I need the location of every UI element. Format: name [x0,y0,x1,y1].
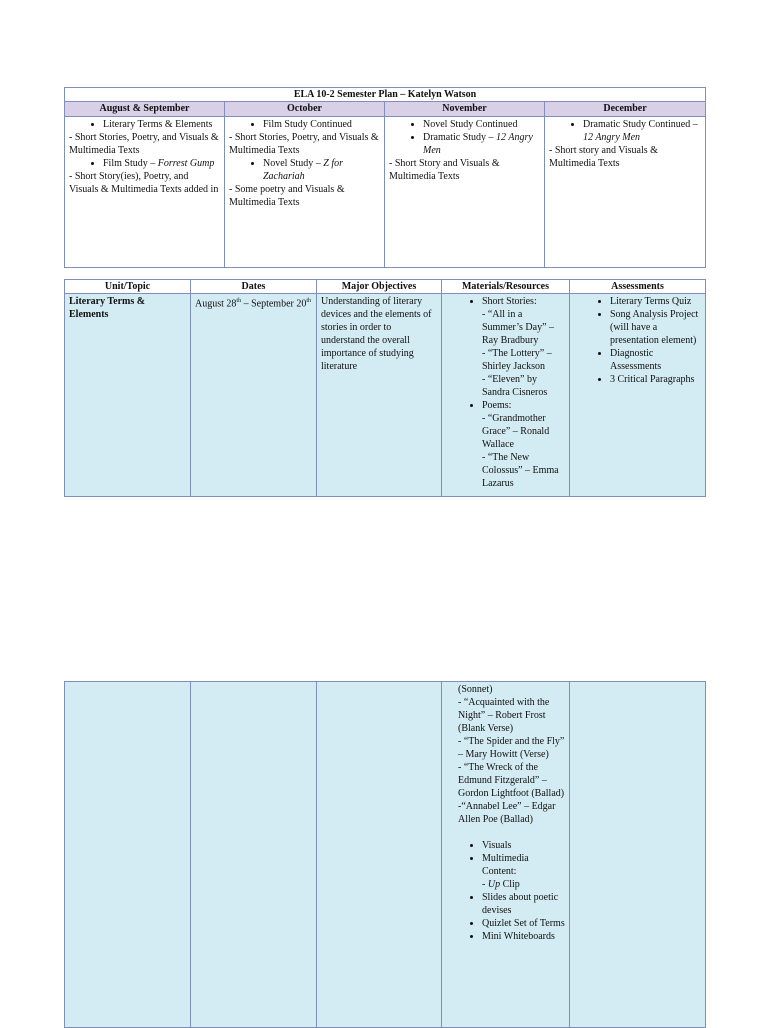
list-item: • Quizlet Set of Terms [482,917,565,930]
unit-plan-table [64,279,706,497]
unit-dates: August 28th – September 20th [191,294,317,497]
list-item: • Novel Study – Z for Zachariah [263,157,380,183]
column-header-dates: Dates [191,280,317,294]
list-item: • Novel Study Continued [423,118,540,131]
plan-line: - Short Story(ies), Poetry, and Visuals & Multimedia Texts added in [69,171,219,195]
plan-line: - Short Stories, Poetry, and Visuals & Multimedia Texts [69,132,219,156]
unit-objectives: Understanding of literary devices and the elements of stories in order to understand the overall importance of studying literature [317,294,442,497]
list-item: • Multimedia Content: - Up Clip [482,852,565,891]
list-item: • Mini Whiteboards [482,930,565,943]
month-cell-october [225,117,385,268]
empty-cell [317,682,442,1028]
empty-cell [570,682,706,1028]
list-item: • Dramatic Study – 12 Angry Men [423,131,540,157]
list-item: • Film Study Continued [263,118,380,131]
column-header-unit: Unit/Topic [65,280,191,294]
list-item: • Dramatic Study Continued – 12 Angry Men [583,118,701,144]
plan-line: - Short Stories, Poetry, and Visuals & Multimedia Texts [229,132,379,156]
list-item: • Short Stories: - “All in a Summer’s Day” – Ray Bradbury - “The Lottery” – Shirley Jackson - “Eleven” by Sandra Cisneros [482,295,565,399]
list-item: • Visuals [482,839,565,852]
list-item: • Song Analysis Project (will have a presentation element) [610,308,701,347]
unit-plan-continuation [64,681,706,1028]
month-cell-december [545,117,706,268]
list-item: • Poems: - “Grandmother Grace” – Ronald Wallace - “The New Colossus” – Emma Lazarus [482,399,565,490]
month-header-december: December [545,102,706,117]
month-header-november: November [385,102,545,117]
empty-cell [65,682,191,1028]
empty-cell [191,682,317,1028]
unit-topic: Literary Terms & Elements [65,294,191,497]
unit-materials-continued: (Sonnet) - “Acquainted with the Night” – Robert Frost (Blank Verse) - “The Spider and the Fly” – Mary Howitt (Verse) - “The Wreck of the Edmund Fitzgerald” – Gordon Lightfoot (Ballad) -“Annabel Lee” – Edgar Allen Poe (Ballad) • Visuals • Multimedia Content: - Up Clip • Slides about poetic devises • Quizlet Set of Terms • Mini Whiteboards [442,682,570,1028]
plan-line: - Short story and Visuals & Multimedia Texts [549,145,658,169]
list-item: • Film Study – Forrest Gump [103,157,220,170]
list-item: • Diagnostic Assessments [610,347,701,373]
semester-plan-table [64,87,706,268]
semester-plan-title: ELA 10-2 Semester Plan – Katelyn Watson [65,88,706,102]
list-item: • Literary Terms Quiz [610,295,701,308]
month-cell-aug-sep [65,117,225,268]
plan-line: - Short Story and Visuals & Multimedia Texts [389,158,500,182]
month-header-october: October [225,102,385,117]
column-header-assessments: Assessments [570,280,706,294]
plan-line: - Some poetry and Visuals & Multimedia Texts [229,184,345,208]
unit-assessments [570,294,706,497]
list-item: • Literary Terms & Elements [103,118,220,131]
list-item: • 3 Critical Paragraphs [610,373,701,386]
list-item: • Slides about poetic devises [482,891,565,917]
month-header-aug-sep: August & September [65,102,225,117]
month-cell-november [385,117,545,268]
unit-materials [442,294,570,497]
column-header-materials: Materials/Resources [442,280,570,294]
column-header-objectives: Major Objectives [317,280,442,294]
